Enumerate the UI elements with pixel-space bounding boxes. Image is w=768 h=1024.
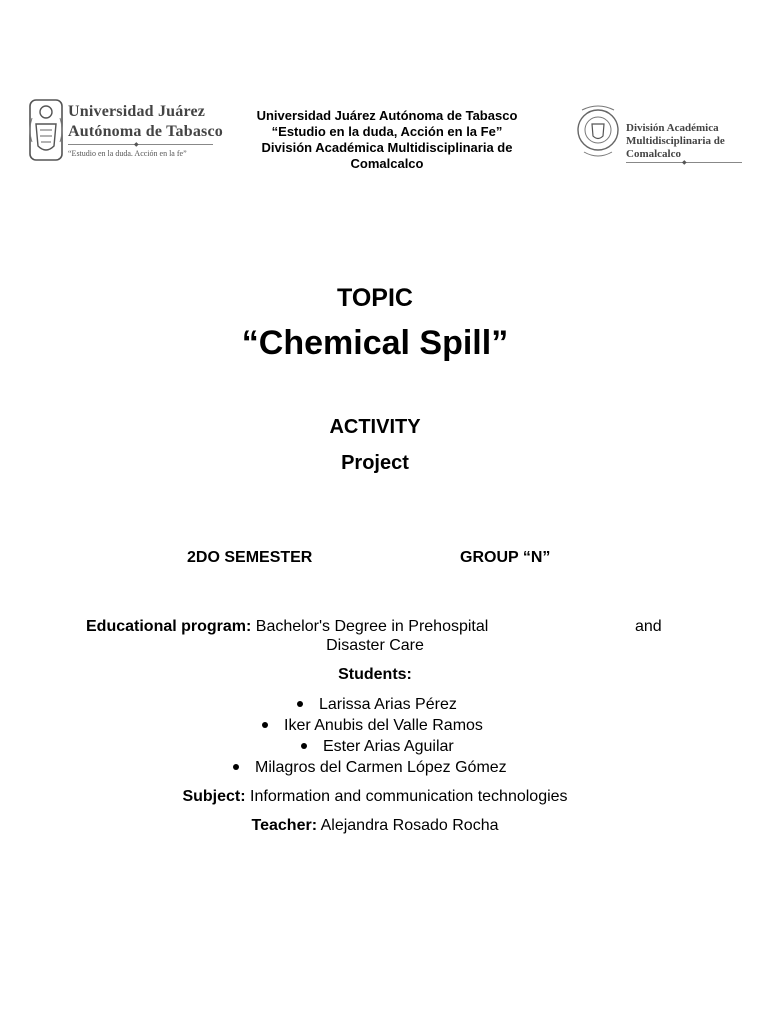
subject-label: Subject: bbox=[182, 788, 246, 805]
student-name: Ester Arias Aguilar bbox=[323, 738, 454, 755]
list-item bbox=[297, 696, 457, 714]
document-title: “Chemical Spill” bbox=[241, 324, 509, 362]
diamond-icon: ◆ bbox=[682, 160, 687, 166]
header-institution-block bbox=[232, 108, 542, 172]
program-and: and bbox=[635, 618, 662, 635]
university-seal-icon bbox=[26, 98, 66, 162]
diamond-icon: ◆ bbox=[134, 142, 139, 148]
program-value-line2: Disaster Care bbox=[326, 637, 424, 654]
program-label: Educational program: bbox=[86, 618, 252, 635]
bullet-icon bbox=[301, 743, 307, 749]
teacher-line bbox=[0, 817, 750, 835]
teacher-label: Teacher: bbox=[251, 817, 318, 834]
logo-right-line3: Comalcalco bbox=[626, 148, 681, 160]
student-name: Iker Anubis del Valle Ramos bbox=[284, 717, 483, 734]
bullet-icon bbox=[233, 764, 239, 770]
logo-left-line2: Autónoma de Tabasco bbox=[68, 123, 223, 140]
logo-left-line1: Universidad Juárez bbox=[68, 103, 206, 120]
group: GROUP “N” bbox=[460, 549, 551, 566]
logo-right-line1: División Académica bbox=[626, 122, 719, 134]
semester: 2DO SEMESTER bbox=[187, 549, 313, 566]
list-item bbox=[262, 717, 483, 735]
students-label: Students: bbox=[338, 666, 412, 683]
program-line bbox=[86, 618, 488, 636]
program-value: Bachelor's Degree in Prehospital bbox=[251, 618, 489, 635]
student-name: Milagros del Carmen López Gómez bbox=[255, 759, 507, 776]
logo-left-rule bbox=[68, 144, 213, 145]
student-name: Larissa Arias Pérez bbox=[319, 696, 457, 713]
topic-label: TOPIC bbox=[337, 284, 413, 312]
list-item bbox=[233, 759, 507, 777]
logo-right-line2: Multidisciplinaria de bbox=[626, 135, 725, 147]
institution-motto: “Estudio en la duda, Acción en la Fe” bbox=[271, 124, 503, 139]
damc-logo bbox=[572, 100, 747, 168]
division-name: División Académica Multidisciplinaria de bbox=[261, 140, 513, 155]
bullet-icon bbox=[297, 701, 303, 707]
institution-name: Universidad Juárez Autónoma de Tabasco bbox=[256, 108, 518, 123]
bullet-icon bbox=[262, 722, 268, 728]
division-campus: Comalcalco bbox=[350, 156, 424, 171]
logo-left-motto: “Estudio en la duda. Acción en la fe” bbox=[68, 149, 187, 158]
teacher-value: Alejandra Rosado Rocha bbox=[317, 817, 499, 834]
division-seal-icon bbox=[574, 100, 622, 162]
list-item bbox=[301, 738, 454, 756]
subject-value: Information and communication technologies bbox=[245, 788, 568, 805]
ujat-logo bbox=[24, 96, 223, 168]
subject-line bbox=[0, 788, 750, 806]
activity-label: ACTIVITY bbox=[329, 416, 421, 438]
activity-value: Project bbox=[341, 452, 409, 474]
